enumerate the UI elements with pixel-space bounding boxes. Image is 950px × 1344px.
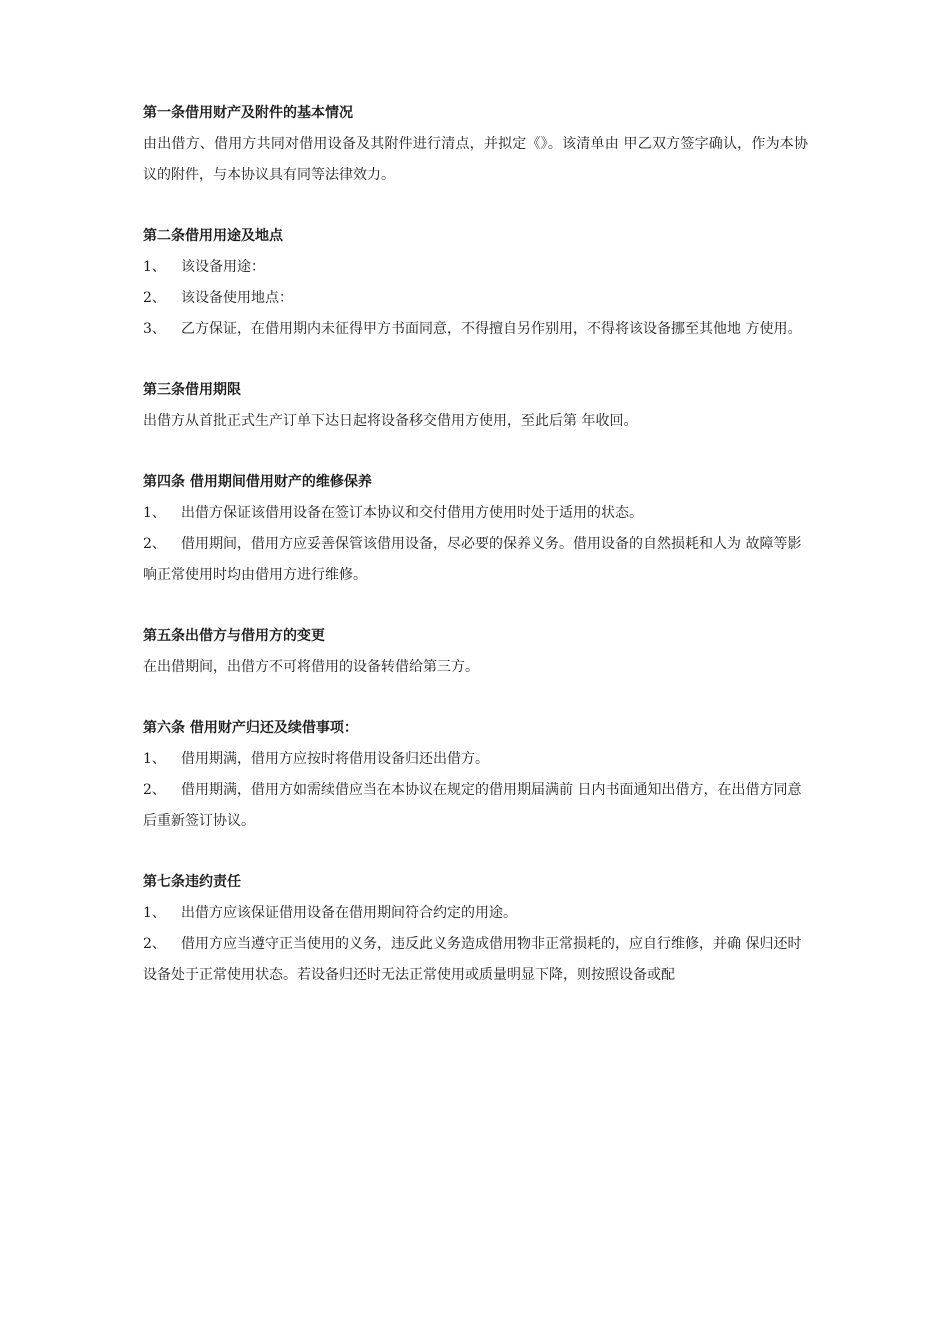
- article-2-item-1: [143, 252, 808, 283]
- article-7-item-2: [143, 929, 808, 991]
- item-text: 该设备用途：: [181, 259, 265, 275]
- article-3: [143, 375, 808, 437]
- article-5-paragraph: 在出借期间，出借方不可将借用的设备转借给第三方。: [143, 659, 479, 675]
- article-3-paragraph: 出借方从首批正式生产订单下达日起将设备移交借用方使用，至此后第 年收回。: [143, 413, 638, 429]
- article-6-item-1: [143, 744, 808, 775]
- item-number: 1、: [143, 751, 166, 767]
- article-6-item-2: [143, 775, 808, 837]
- item-number: 2、: [143, 936, 166, 952]
- article-7-item-1: [143, 898, 808, 929]
- article-5: [143, 621, 808, 683]
- article-1: [143, 98, 808, 191]
- article-3-heading: 第三条借用期限: [143, 382, 241, 398]
- article-6: [143, 713, 808, 837]
- article-6-heading: 第六条 借用财产归还及续借事项：: [143, 720, 358, 736]
- item-number: 1、: [143, 259, 166, 275]
- item-text: 出借方应该保证借用设备在借用期间符合约定的用途。: [181, 905, 517, 921]
- article-5-heading: 第五条出借方与借用方的变更: [143, 628, 325, 644]
- article-4-heading: 第四条 借用期间借用财产的维修保养: [143, 474, 372, 490]
- article-1-paragraph: 由出借方、借用方共同对借用设备及其附件进行清点，并拟定《》。该清单由 甲乙双方签字确认，作为本协议的附件，与本协议具有同等法律效力。: [143, 136, 808, 183]
- article-7-heading: 第七条违约责任: [143, 874, 241, 890]
- item-text: 出借方保证该借用设备在签订本协议和交付借用方使用时处于适用的状态。: [181, 505, 643, 521]
- item-number: 2、: [143, 782, 166, 798]
- item-number: 1、: [143, 505, 166, 521]
- document-page: [143, 98, 808, 1021]
- item-number: 2、: [143, 536, 166, 552]
- item-text: 借用期间，借用方应妥善保管该借用设备，尽必要的保养义务。借用设备的自然损耗和人为 故障等影响正常使用时均由借用方进行维修。: [143, 536, 802, 583]
- article-4-item-1: [143, 498, 808, 529]
- item-text: 乙方保证，在借用期内未征得甲方书面同意，不得擅自另作别用，不得将该设备挪至其他地 方使用。: [181, 321, 802, 337]
- article-2-item-2: [143, 283, 808, 314]
- article-2-item-3: [143, 314, 808, 345]
- article-7: [143, 867, 808, 991]
- item-text: 借用期满，借用方应按时将借用设备归还出借方。: [181, 751, 489, 767]
- item-text: 借用方应当遵守正当使用的义务，违反此义务造成借用物非正常损耗的，应自行维修，并确 保归还时设备处于正常使用状态。若设备归还时无法正常使用或质量明显下降，则按照设备或配: [143, 936, 802, 983]
- item-text: 借用期满，借用方如需续借应当在本协议在规定的借用期届满前 日内书面通知出借方，在出借方同意后重新签订协议。: [143, 782, 802, 829]
- item-number: 2、: [143, 290, 166, 306]
- article-2-heading: 第二条借用用途及地点: [143, 228, 283, 244]
- article-2: [143, 221, 808, 345]
- item-number: 1、: [143, 905, 166, 921]
- item-number: 3、: [143, 321, 166, 337]
- article-4: [143, 467, 808, 591]
- item-text: 该设备使用地点：: [181, 290, 293, 306]
- article-4-item-2: [143, 529, 808, 591]
- article-1-heading: 第一条借用财产及附件的基本情况: [143, 105, 353, 121]
